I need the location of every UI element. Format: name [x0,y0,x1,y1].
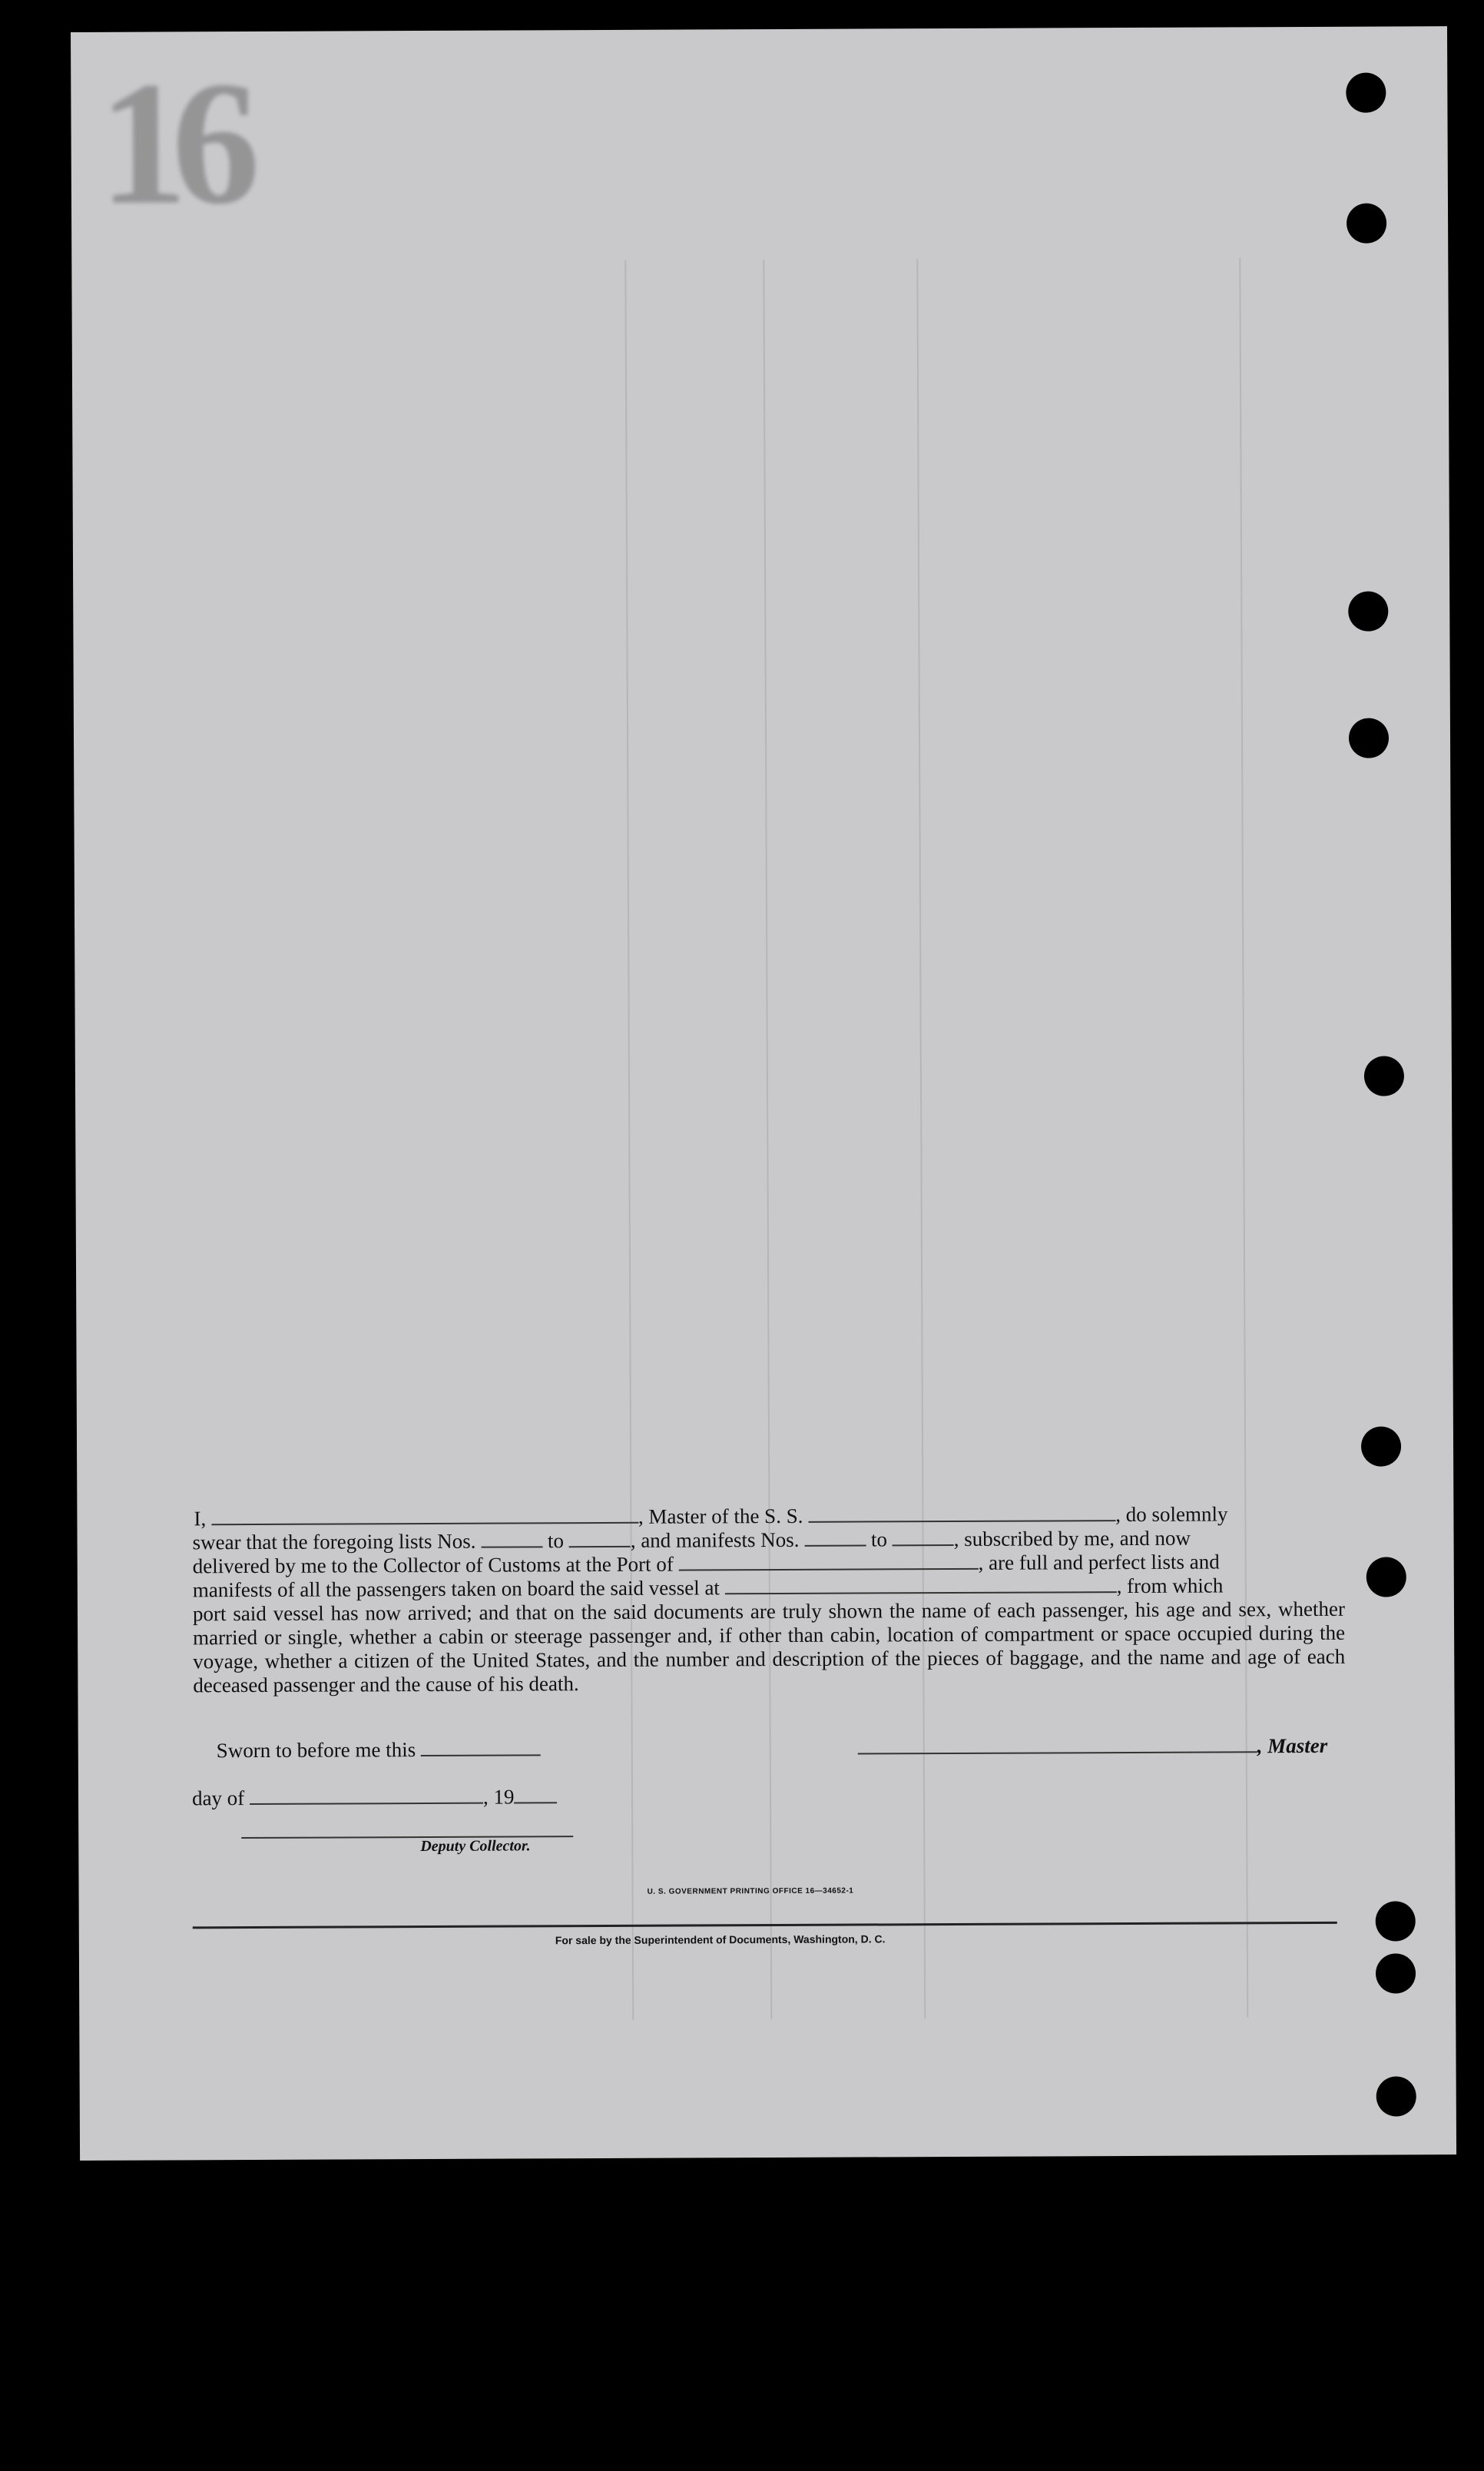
punch-hole [1349,718,1389,758]
master-oath [192,1502,1345,1698]
year-blank[interactable] [514,1786,557,1803]
oath-text: , are full and perfect lists and [978,1550,1220,1574]
sworn-day-blank[interactable] [421,1739,541,1756]
punch-hole [1347,204,1386,244]
sale-notice: For sale by the Superintendent of Documents, Washington, D. C. [555,1932,886,1947]
oath-text: manifests of all the passengers taken on board the said vessel at [192,1576,720,1602]
punch-hole [1348,592,1388,632]
master-name-blank[interactable] [211,1507,638,1525]
port-blank[interactable] [679,1553,979,1571]
manifest-page [71,26,1456,2161]
punch-hole [1376,2076,1416,2116]
day-label: day of [191,1786,245,1810]
manifests-to-blank[interactable] [893,1529,954,1546]
oath-text: , do solemnly [1115,1502,1228,1527]
punch-hole [1364,1056,1404,1096]
sworn-label: Sworn to before me this [216,1738,416,1763]
vessel-name-blank[interactable] [808,1504,1115,1523]
bleed-through-rule [624,260,634,2020]
oath-body: port said vessel has now arrived; and that on the said documents are truly shown the name of each passenger, his age and sex, whether married or single, whether a cabin or steerage passenger and, if other than cabin, location of compartment or space occupied during the voyage, whether a citizen of the United States, and the number and description of the pieces of baggage, and the name and age of each deceased passenger and the cause of his death. [192,1597,1346,1697]
master-label: , Master [1257,1733,1328,1758]
lists-from-blank[interactable] [481,1531,542,1547]
oath-text: to [870,1527,888,1551]
deputy-collector-label: Deputy Collector. [420,1837,531,1856]
oath-text: , and manifests Nos. [630,1527,800,1552]
manifests-from-blank[interactable] [804,1530,866,1547]
sworn-line [217,1737,541,1763]
punch-hole [1376,1901,1416,1941]
day-line [192,1785,558,1810]
printer-imprint: U. S. GOVERNMENT PRINTING OFFICE 16—34652-1 [647,1886,854,1896]
punch-hole [1361,1426,1401,1466]
punch-hole [1376,1953,1416,1993]
page-number-stamp: 16 [98,45,246,241]
punch-hole [1366,1557,1406,1597]
oath-text: swear that the foregoing lists Nos. [192,1529,476,1554]
oath-text: , from which [1116,1574,1224,1598]
oath-text: to [547,1529,565,1553]
punch-hole [1346,73,1386,113]
year-label: , 19 [482,1785,515,1809]
lists-to-blank[interactable] [569,1531,631,1547]
master-signature-blank[interactable] [858,1736,1257,1754]
footer-rule [193,1922,1337,1929]
oath-text: delivered by me to the Collector of Customs at the Port of [192,1552,674,1578]
oath-text: , subscribed by me, and now [953,1526,1191,1551]
month-blank[interactable] [250,1787,483,1805]
departure-port-blank[interactable] [725,1576,1117,1594]
bleed-through-rule [763,260,772,2019]
master-signature-line [858,1734,1328,1760]
oath-text: , Master of the S. S. [638,1504,803,1528]
oath-text: I, [194,1507,207,1531]
